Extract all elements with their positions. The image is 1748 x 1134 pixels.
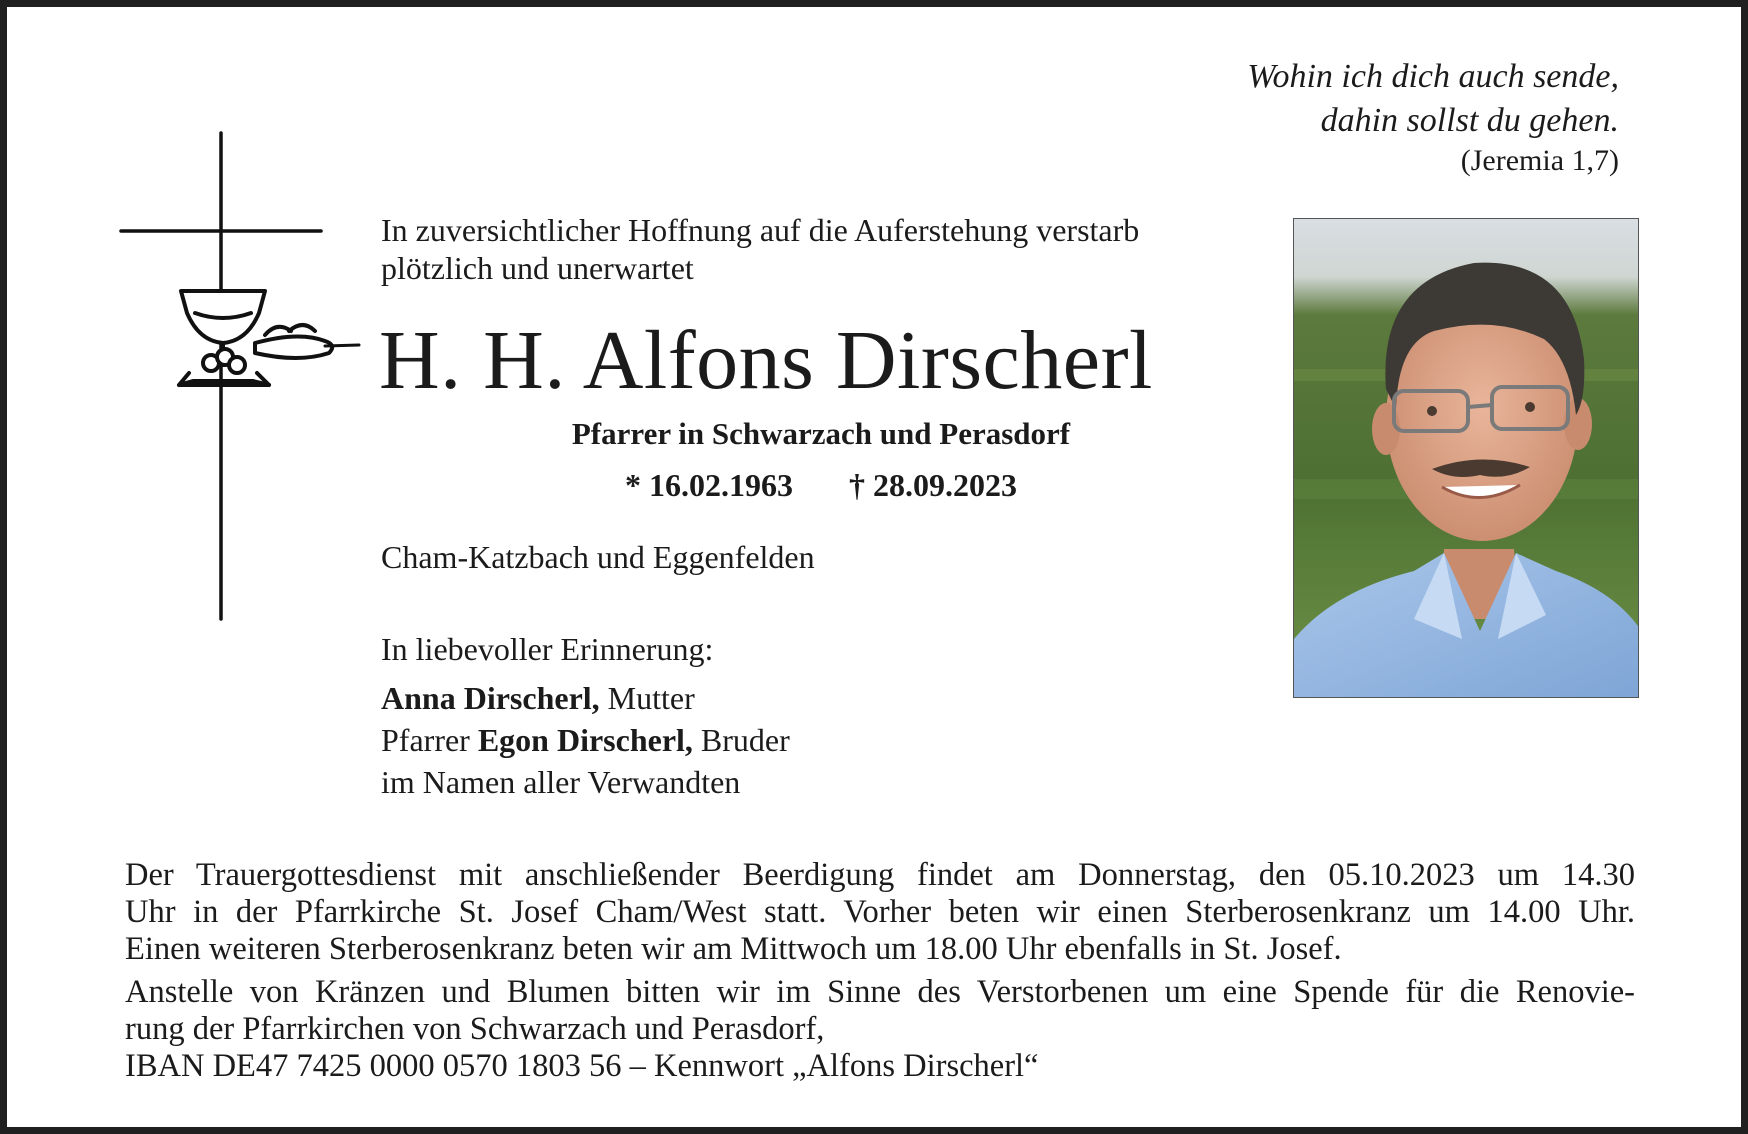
mourner-line-1 xyxy=(381,677,790,719)
donation-line-1: Anstelle von Kränzen und Blumen bitten wir im Sinne des Verstorbenen um eine Spende für die Renovie- xyxy=(125,974,1635,1010)
mourner-2-relation: Bruder xyxy=(700,722,790,758)
mourner-1-name: Anna Dirscherl, xyxy=(381,680,600,716)
service-line-3: Einen weiteren Sterberosenkranz beten wir am Mittwoch um 18.00 Uhr ebenfalls in St. Josef. xyxy=(125,931,1342,967)
portrait-photo xyxy=(1293,218,1639,698)
memory-label: In liebevoller Erinnerung: xyxy=(381,631,714,667)
intro-text xyxy=(381,211,1261,287)
intro-line-1: In zuversichtlicher Hoffnung auf die Auferstehung verstarb xyxy=(381,212,1140,248)
bible-verse xyxy=(1247,55,1619,181)
service-information xyxy=(125,857,1635,1085)
mourner-line-3: im Namen aller Verwandten xyxy=(381,764,741,800)
donation-line-2: rung der Pfarrkirchen von Schwarzach und Perasdorf, xyxy=(125,1011,825,1047)
mourner-2-name: Egon Dirscherl, xyxy=(477,722,693,758)
bible-verse-line-1: Wohin ich dich auch sende, xyxy=(1247,58,1619,95)
mourner-line-2 xyxy=(381,719,790,761)
life-dates xyxy=(381,465,1261,505)
service-line-1: Der Trauergottesdienst mit anschließender Beerdigung findet am Donnerstag, den 05.10.2023 um 14.30 xyxy=(125,857,1635,893)
cross-with-chalice-and-host-icon xyxy=(119,131,369,631)
intro-line-2: plötzlich und unerwartet xyxy=(381,250,694,286)
mourners-list xyxy=(381,677,790,803)
service-line-2: Uhr in der Pfarrkirche St. Josef Cham/West statt. Vorher beten wir einen Sterberosenkranz um 14.00 Uhr. xyxy=(125,894,1635,930)
death-date: † 28.09.2023 xyxy=(849,467,1017,503)
mourner-2-prefix: Pfarrer xyxy=(381,722,470,758)
bible-verse-line-2: dahin sollst du gehen. xyxy=(1320,102,1619,139)
iban-line: IBAN DE47 7425 0000 0570 1803 56 – Kennwort „Alfons Dirscherl“ xyxy=(125,1048,1039,1084)
birth-date: * 16.02.1963 xyxy=(625,467,793,503)
bible-verse-reference: (Jeremia 1,7) xyxy=(1460,144,1619,177)
mourner-1-relation: Mutter xyxy=(607,680,695,716)
places-of-residence: Cham-Katzbach und Eggenfelden xyxy=(381,539,815,575)
portrait-photo-image xyxy=(1294,219,1639,698)
deceased-name: H. H. Alfons Dirscherl xyxy=(379,314,1153,407)
deceased-title: Pfarrer in Schwarzach und Perasdorf xyxy=(571,416,1071,451)
